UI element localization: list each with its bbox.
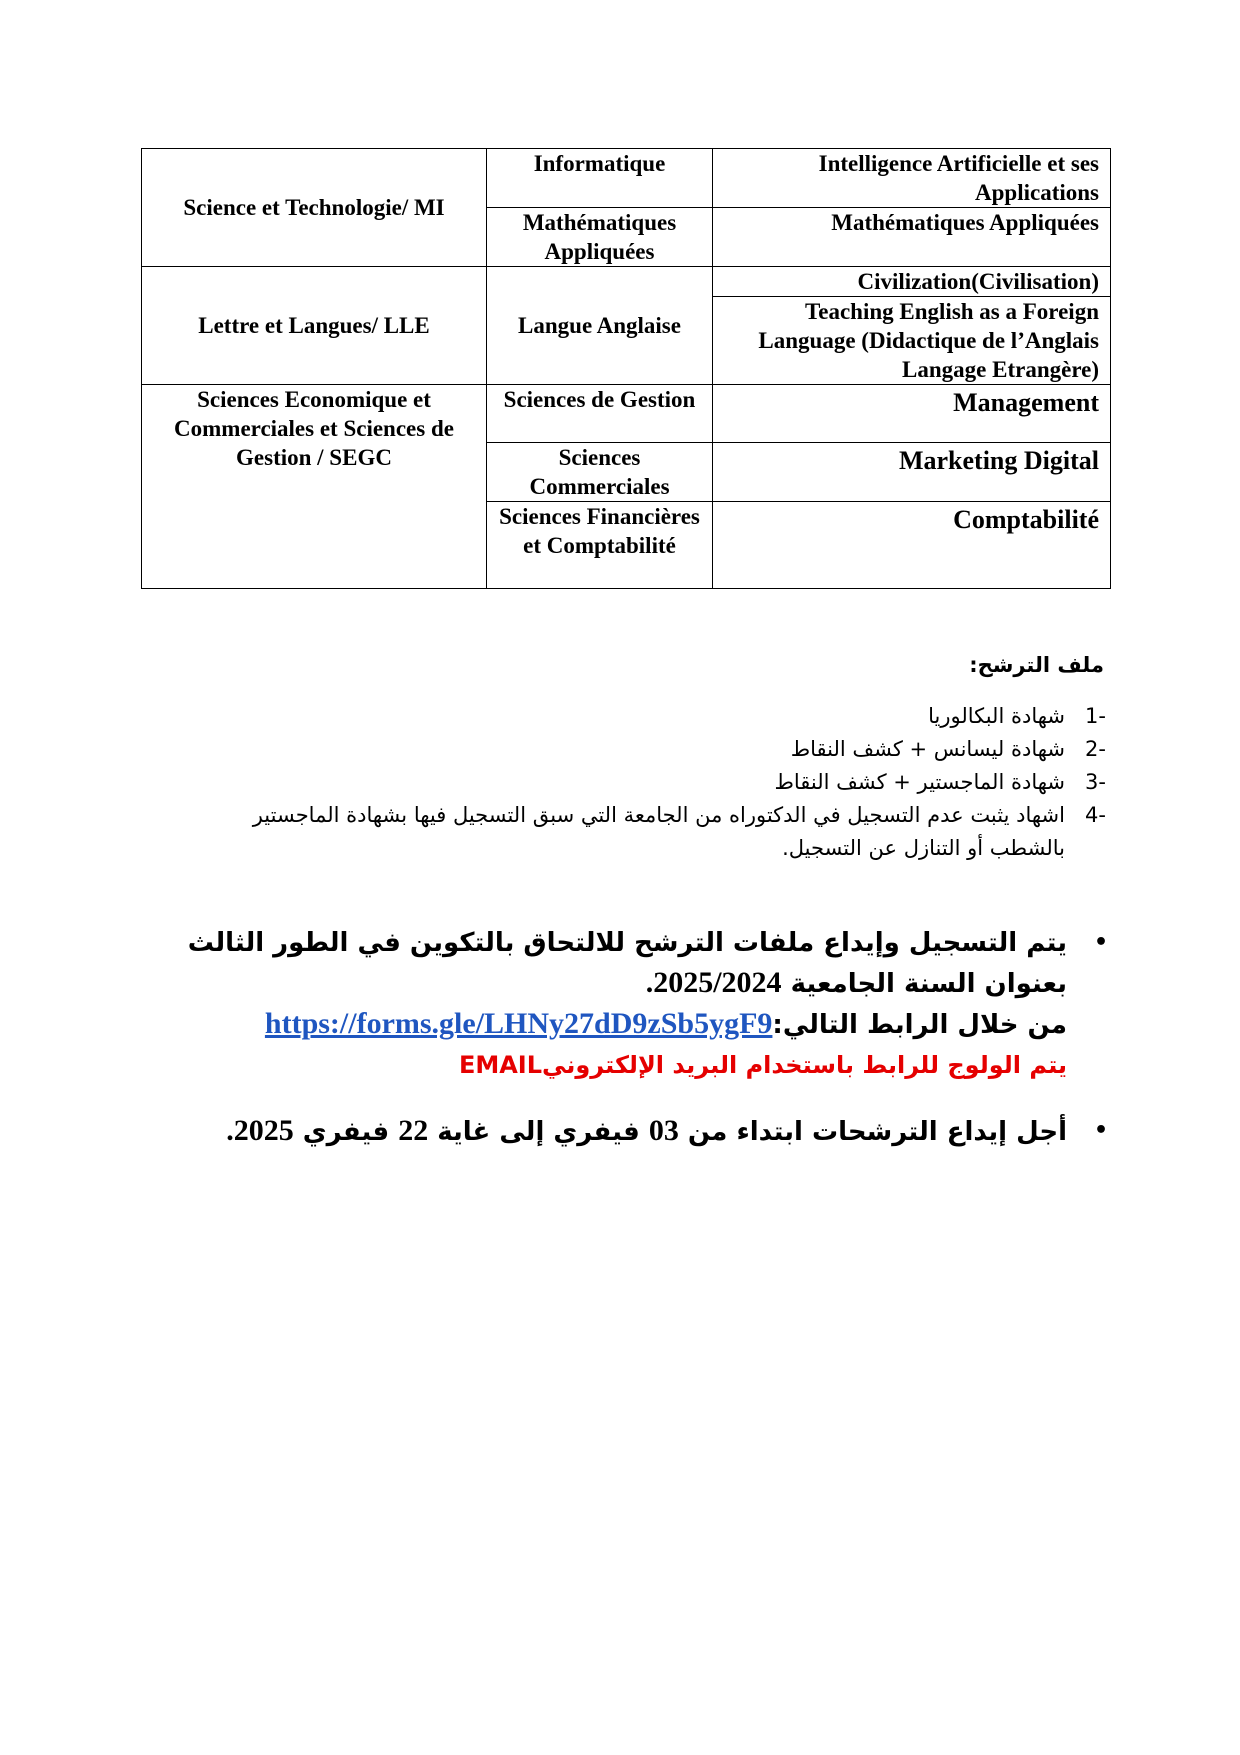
deadline-text-c: فيفري <box>302 1117 390 1147</box>
domain-cell-mi: Science et Technologie/ MI <box>142 149 487 267</box>
deadline-text-b: فيفري إلى غاية <box>437 1117 640 1147</box>
specialite-cell-management: Management <box>713 385 1111 443</box>
filiere-cell-anglais: Langue Anglaise <box>487 267 713 385</box>
bullet-icon: • <box>1093 1118 1108 1143</box>
specialite-cell-math: Mathématiques Appliquées <box>713 208 1111 267</box>
item-number: 4- <box>1085 803 1106 827</box>
registration-text: يتم التسجيل وإيداع ملفات الترشح للالتحاق بالتكوين في الطور الثالث بعنوان السنة الجامعية <box>187 928 1067 999</box>
deadline-year: 2025. <box>226 1114 294 1147</box>
specialite-cell-ia: Intelligence Artificielle et ses Applications <box>713 149 1111 208</box>
bullet-icon: • <box>1093 930 1108 955</box>
item-number: 2- <box>1085 737 1106 761</box>
specialite-cell-comptabilite: Comptabilité <box>713 502 1111 589</box>
dossier-list <box>186 700 1106 865</box>
specialite-cell-tefl: Teaching English as a Foreign Language (Didactique de l’Anglais Langage Etrangère) <box>713 297 1111 385</box>
domain-cell-segc: Sciences Economique et Commerciales et Sciences de Gestion / SEGC <box>142 385 487 589</box>
filiere-cell-financieres: Sciences Financières et Comptabilité <box>487 502 713 589</box>
specialite-cell-marketing: Marketing Digital <box>713 443 1111 502</box>
registration-form-link[interactable]: https://forms.gle/LHNy27dD9zSb5ygF9 <box>264 1007 773 1040</box>
deadline-note <box>154 1111 1114 1152</box>
list-item <box>186 700 1106 733</box>
link-intro: من خلال الرابط التالي: <box>772 1010 1067 1040</box>
list-item <box>186 733 1106 766</box>
domain-cell-lle: Lettre et Langues/ LLE <box>142 267 487 385</box>
notes-list <box>154 923 1114 1152</box>
email-note: يتم الولوج للرابط باستخدام البريد الإلكترونيEMAIL <box>458 1051 1067 1079</box>
deadline-day-start: 03 <box>648 1114 679 1147</box>
item-text: شهادة الماجستير + كشف النقاط <box>774 770 1065 794</box>
item-text: شهادة البكالوريا <box>928 704 1065 728</box>
registration-note <box>154 923 1114 1085</box>
filiere-cell-math: Mathématiques Appliquées <box>487 208 713 267</box>
dossier-title: ملف الترشح: <box>969 653 1104 677</box>
programs-table <box>141 148 1111 589</box>
academic-year: 2025/2024. <box>645 966 782 999</box>
specialite-cell-civilization: Civilization(Civilisation) <box>713 267 1111 297</box>
list-item <box>186 799 1106 865</box>
filiere-cell-informatique: Informatique <box>487 149 713 208</box>
item-text: شهادة ليسانس + كشف النقاط <box>790 737 1065 761</box>
filiere-cell-commerciales: Sciences Commerciales <box>487 443 713 502</box>
filiere-cell-gestion: Sciences de Gestion <box>487 385 713 443</box>
item-number: 1- <box>1085 704 1106 728</box>
list-item <box>186 766 1106 799</box>
item-text: اشهاد يثبت عدم التسجيل في الدكتوراه من الجامعة التي سبق التسجيل فيها بشهادة الماجستير بالشطب أو التنازل عن التسجيل. <box>252 803 1065 860</box>
deadline-day-end: 22 <box>398 1114 429 1147</box>
deadline-text-a: أجل إيداع الترشحات ابتداء من <box>687 1117 1067 1147</box>
item-number: 3- <box>1085 770 1106 794</box>
